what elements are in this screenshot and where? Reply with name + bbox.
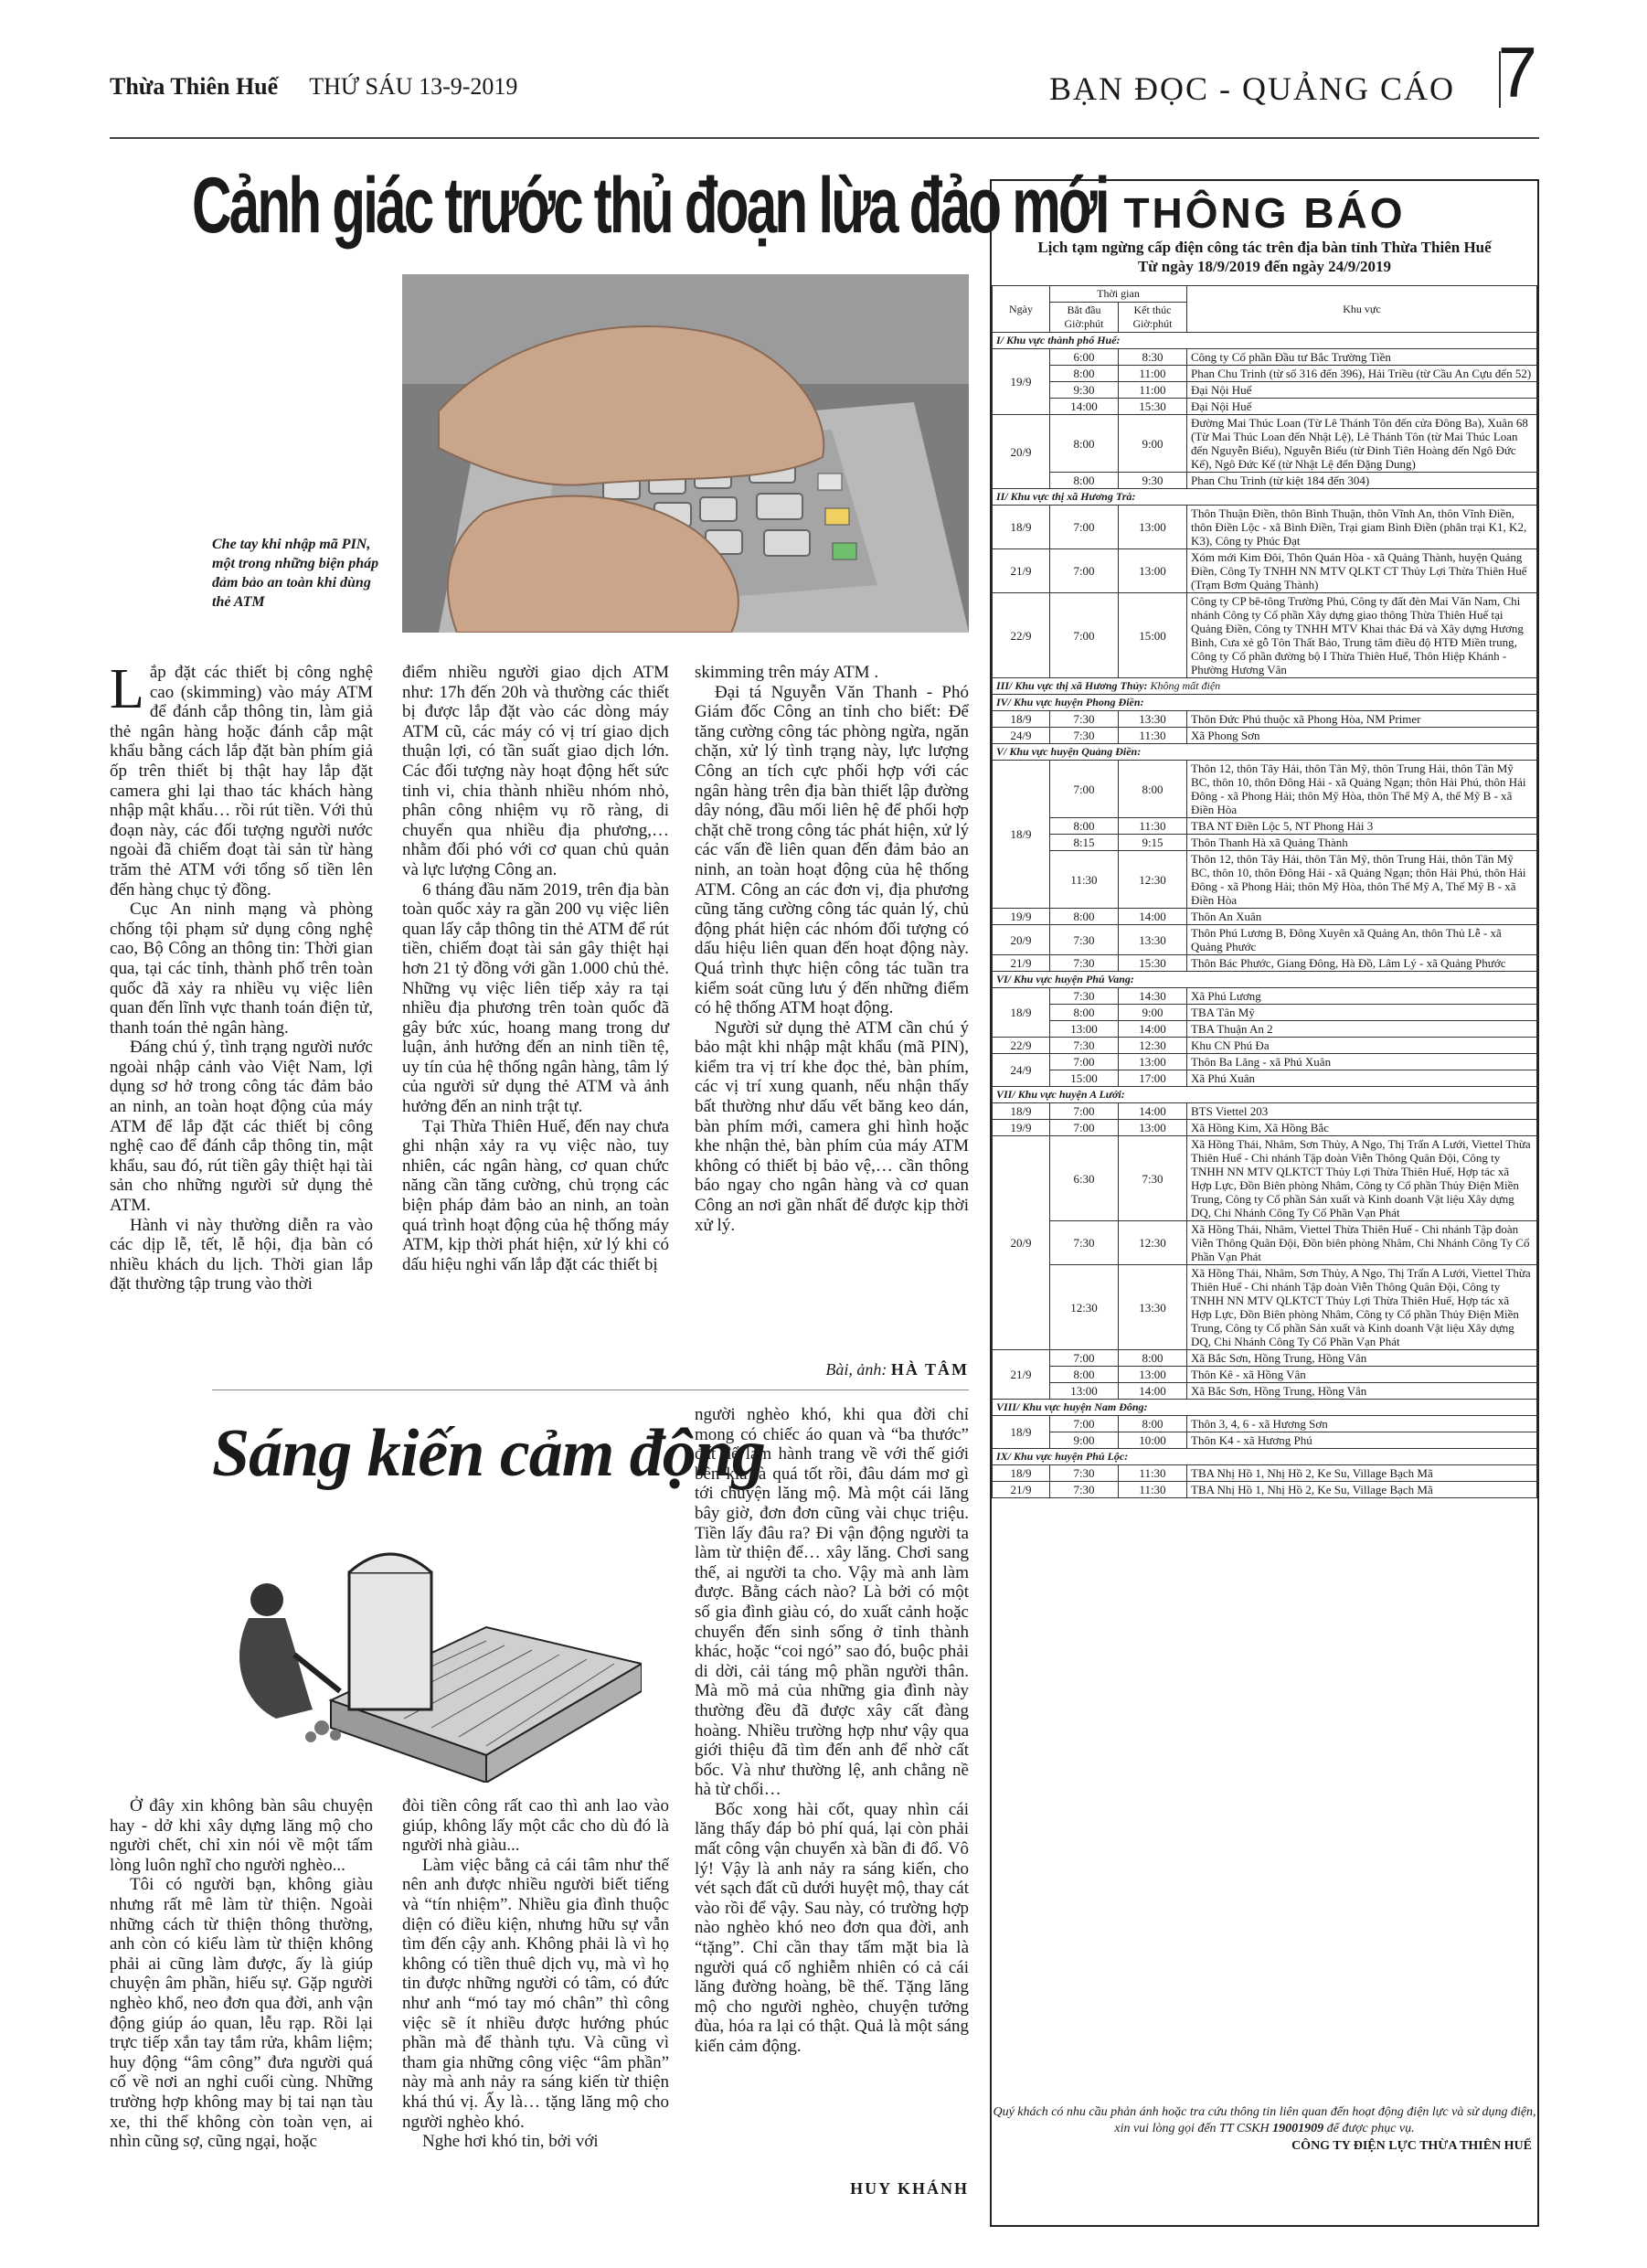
schedule-row	[993, 711, 1537, 728]
article1-column-2	[402, 663, 669, 1274]
row-end: 8:00	[1119, 1350, 1187, 1367]
schedule-row	[993, 1383, 1537, 1400]
header-time: Thời gian	[1050, 286, 1187, 303]
row-end: 9:00	[1119, 1005, 1187, 1021]
article2-paragraph: Ở đây xin không bàn sâu chuyện hay - dở khi xây dựng lăng mộ cho người chết, chỉ xin nói về một tấm lòng luôn nghĩ cho người nghèo...	[110, 1796, 373, 1875]
schedule-row	[993, 1416, 1537, 1432]
row-end: 7:30	[1119, 1136, 1187, 1221]
schedule-row	[993, 382, 1537, 399]
row-day: 18/9	[993, 1416, 1050, 1449]
notice-footer	[992, 2104, 1537, 2137]
schedule-body	[993, 333, 1537, 1498]
row-end: 13:00	[1119, 1120, 1187, 1136]
schedule-row	[993, 1350, 1537, 1367]
row-end: 14:00	[1119, 909, 1187, 925]
row-start: 8:00	[1050, 473, 1119, 489]
row-day: 18/9	[993, 711, 1050, 728]
section-header-row	[993, 1400, 1537, 1416]
row-end: 14:00	[1119, 1021, 1187, 1038]
article1-column-1	[110, 658, 373, 1294]
row-day: 20/9	[993, 1136, 1050, 1350]
schedule-row	[993, 955, 1537, 972]
schedule-row	[993, 549, 1537, 593]
row-day: 21/9	[993, 955, 1050, 972]
row-day: 21/9	[993, 1482, 1050, 1498]
schedule-row	[993, 988, 1537, 1005]
article1-title: Cảnh giác trước thủ đoạn lừa đảo mới	[192, 162, 1108, 250]
section-title-text: VI/ Khu vực huyện Phú Vang:	[996, 973, 1134, 985]
header-area: Khu vực	[1187, 286, 1537, 333]
section-header-row	[993, 695, 1537, 711]
row-start: 8:00	[1050, 1367, 1119, 1383]
row-end: 13:00	[1119, 549, 1187, 593]
row-end: 12:30	[1119, 1221, 1187, 1265]
row-area: Thôn Thanh Hà xã Quảng Thành	[1187, 835, 1537, 851]
article1-column-3	[695, 663, 969, 1235]
schedule-row	[993, 1054, 1537, 1070]
row-day: 22/9	[993, 1038, 1050, 1054]
row-end: 13:30	[1119, 1265, 1187, 1350]
row-start: 7:00	[1050, 1120, 1119, 1136]
row-area: BTS Viettel 203	[1187, 1103, 1537, 1120]
row-area: Thôn 3, 4, 6 - xã Hương Sơn	[1187, 1416, 1537, 1432]
section-header-row	[993, 489, 1537, 506]
row-end: 11:30	[1119, 728, 1187, 744]
power-outage-notice	[990, 179, 1539, 2227]
row-end: 9:30	[1119, 473, 1187, 489]
schedule-row	[993, 1120, 1537, 1136]
row-day: 19/9	[993, 909, 1050, 925]
issue-date: THỨ SÁU 13-9-2019	[309, 73, 518, 100]
article1-paragraph: Đại tá Nguyễn Văn Thanh - Phó Giám đốc Công an tỉnh cho biết: Để tăng cường công tác phòng ngừa, ngăn chặn, xử lý tình trạng này, lực lượng Công an tích cực phối hợp với các ngân hàng trên địa bàn thiết lập đường dây nóng, đầu mối liên hệ để phối hợp chặt chẽ trong công tác phát hiện, xử lý các vấn đề liên quan đến đảm bảo an ninh, an toàn hoạt động của hệ thống ATM. Công an các đơn vị, địa phương cũng tăng cường công tác quản lý, chủ động phát hiện các nhóm đối tượng có dấu hiệu liên quan đến hoạt động này. Quá trình thực hiện công tác tuần tra kiểm soát cũng lưu ý đến những điểm có hệ thống ATM hoạt động.	[695, 682, 969, 1018]
row-end: 10:00	[1119, 1432, 1187, 1449]
section-title	[993, 744, 1537, 761]
schedule-row	[993, 909, 1537, 925]
row-start: 7:30	[1050, 1482, 1119, 1498]
notice-title: THÔNG BÁO	[1123, 189, 1406, 237]
article2-paragraph: đòi tiền công rất cao thì anh lao vào giúp, không lấy một cắc cho dù đó là người nhà giàu...	[402, 1796, 669, 1856]
schedule-row	[993, 473, 1537, 489]
notice-company: CÔNG TY ĐIỆN LỰC THỪA THIÊN HUẾ	[1291, 2139, 1532, 2153]
header-day: Ngày	[993, 286, 1050, 333]
row-start: 7:30	[1050, 955, 1119, 972]
row-area: Khu CN Phú Đa	[1187, 1038, 1537, 1054]
schedule-row	[993, 1021, 1537, 1038]
row-area: Xã Hồng Thái, Nhâm, Viettel Thừa Thiên Huế - Chi nhánh Tập đoàn Viễn Thông Quân Đội, Đồn biên phòng Nhâm, Chi Nhánh Công Ty Cổ Phần Vạn Phát	[1187, 1221, 1537, 1265]
row-day: 24/9	[993, 728, 1050, 744]
row-day: 18/9	[993, 1465, 1050, 1482]
row-start: 7:00	[1050, 549, 1119, 593]
row-start: 12:30	[1050, 1265, 1119, 1350]
row-start: 13:00	[1050, 1021, 1119, 1038]
photo-caption: Che tay khi nhập mã PIN, một trong những biện pháp đảm bảo an toàn khi dùng thẻ ATM	[212, 537, 379, 610]
row-start: 7:30	[1050, 1221, 1119, 1265]
row-area: Xã Phú Xuân	[1187, 1070, 1537, 1087]
schedule-row	[993, 925, 1537, 955]
row-start: 7:00	[1050, 593, 1119, 678]
row-start: 14:00	[1050, 399, 1119, 415]
row-end: 13:00	[1119, 1367, 1187, 1383]
article1-paragraph: Người sử dụng thẻ ATM cần chú ý bảo mật khi nhập mật khẩu (mã PIN), kiểm tra vị trí khe đọc thẻ, bàn phím, các vị trí xung quanh, nếu nhận thấy bất thường như dấu vết băng keo dán, bàn phím mới, camera ghi hình hoặc khe nhận thẻ, bàn phím của máy ATM không có thiết bị bảo vệ,… cần thông báo ngay cho ngân hàng và cơ quan Công an nơi gần nhất để được kịp thời xử lý.	[695, 1017, 969, 1235]
outage-schedule-table	[992, 285, 1537, 1498]
row-end: 8:00	[1119, 761, 1187, 818]
row-end: 15:00	[1119, 593, 1187, 678]
row-end: 11:00	[1119, 382, 1187, 399]
article2-paragraph: người nghèo khó, khi qua đời chỉ mong có chiếc áo quan và “ba thước” đất để làm hành trang về với thế giới bên kia là quá tốt rồi, đâu dám mơ gì tới chuyện lăng mộ. Mà một cái lăng bây giờ, đơn đơn cũng vài chục triệu. Tiền lấy đâu ra? Đi vận động người ta làm từ thiện để… xây lăng. Chơi sang thế, ai người ta cho. Vậy mà anh làm được. Bằng cách nào? Là bởi có một số gia đình giàu có, do xuất cảnh hoặc chuyển đến sinh sống ở tỉnh thành khác, hoặc “coi ngó” sao đó, buộc phải di dời, cải táng mộ phần người thân. Mà mồ mả của những gia đình này thường đều đã được xây cất đàng hoàng. Nhiều trường hợp như vậy qua giới thiệu đã tìm đến anh để nhờ cất bốc. Và như thường lệ, anh chẳng nề hà từ chối…	[695, 1405, 969, 1800]
row-end: 12:30	[1119, 851, 1187, 909]
row-end: 8:00	[1119, 1416, 1187, 1432]
article2-paragraph: Tôi có người bạn, không giàu nhưng rất mê làm từ thiện. Ngoài những cách từ thiện thông thường, anh còn có kiểu làm từ thiện không phải ai cũng làm được, ấy là giúp chuyện âm phần, hiếu sự. Gặp người nghèo khổ, neo đơn qua đời, anh vận động giúp áo quan, lễu rạp. Rồi lại trực tiếp xắn tay tắm rửa, khâm liệm; huy động “âm công” đưa người quá cố về nơi an nghỉ cuối cùng. Những trường hợp không may bị tai nạn tàu xe, thi thể không còn toàn vẹn, ai nhìn cũng sợ, cũng ngại, hoặc	[110, 1875, 373, 2152]
row-area: Xã Phú Lương	[1187, 988, 1537, 1005]
schedule-row	[993, 851, 1537, 909]
article1-paragraph	[110, 658, 373, 900]
row-area: Xã Hồng Thái, Nhâm, Sơn Thủy, A Ngo, Thị Trấn A Lưới, Viettel Thừa Thiên Huế - Chi nhánh Tập đoàn Viễn Thông Quân Đội, Công ty TNHH NN MTV QLKTCT Thủy Lợi Thừa Thiên Huế, Hợp tác xã Hợp Lực, Đồn Biên phòng Nhâm, Công ty Cổ phần Thủy Điện Miền Trung, Công ty Cổ phần Sản xuất và Kinh doanh Vật liệu Xây dựng DQ, Chi Nhánh Công Ty Cổ Phần Vạn Phát	[1187, 1265, 1537, 1350]
row-start: 11:30	[1050, 851, 1119, 909]
row-start: 7:00	[1050, 761, 1119, 818]
row-day: 21/9	[993, 1350, 1050, 1400]
schedule-row	[993, 1005, 1537, 1021]
row-start: 8:00	[1050, 415, 1119, 473]
schedule-row	[993, 835, 1537, 851]
row-day: 19/9	[993, 1120, 1050, 1136]
row-area: Công ty CP bê-tông Trường Phú, Công ty đất đèn Mai Văn Nam, Chi nhánh Công ty Cổ phần Xây dựng giao thông Thừa Thiên Huế tại Quảng Điền, Công ty TNHH MTV Khai thác Đá và Xây dựng Hương Bình, Cưa xẻ gỗ Tôn Thất Bảo, Trung tâm điều độ HTĐ Miền trung, Công ty Cổ phần đường bộ I Thừa Thiên Huế, Thôn Hiệp Khánh - Phường Hương Vân	[1187, 593, 1537, 678]
row-area: Xã Hồng Kim, Xã Hồng Bắc	[1187, 1120, 1537, 1136]
row-day: 20/9	[993, 925, 1050, 955]
row-day: 19/9	[993, 349, 1050, 415]
row-start: 8:00	[1050, 366, 1119, 382]
row-start: 7:00	[1050, 506, 1119, 549]
section-header-row	[993, 744, 1537, 761]
row-end: 14:00	[1119, 1383, 1187, 1400]
section-title-text: IX/ Khu vực huyện Phú Lộc:	[996, 1450, 1129, 1463]
row-start: 6:30	[1050, 1136, 1119, 1221]
section-title-text: V/ Khu vực huyện Quảng Điền:	[996, 745, 1142, 758]
row-start: 8:00	[1050, 818, 1119, 835]
article1-paragraph: điểm nhiều người giao dịch ATM như: 17h đến 20h và thường các thiết bị được lắp đặt vào các dòng máy ATM cũ, các máy có vị trí giao dịch thuận lợi, có tần suất giao dịch lớn. Các đối tượng này hoạt động hết sức tinh vi, chia thành nhiều nhóm nhỏ, phân công nhiệm vụ rõ ràng, di chuyển qua nhiều địa phương,… nhằm đối phó với cơ quan chủ quản và lực lượng Công an.	[402, 663, 669, 879]
schedule-row	[993, 1038, 1537, 1054]
row-area: TBA Nhị Hồ 1, Nhị Hồ 2, Ke Su, Village Bạch Mã	[1187, 1482, 1537, 1498]
byline-label: Bài, ảnh:	[825, 1360, 887, 1379]
row-end: 11:30	[1119, 1465, 1187, 1482]
notice-date-range: Từ ngày 18/9/2019 đến ngày 24/9/2019	[1137, 258, 1392, 275]
row-start: 7:30	[1050, 925, 1119, 955]
row-start: 8:00	[1050, 909, 1119, 925]
atm-keypad-photo	[402, 274, 969, 633]
row-area: Thôn 12, thôn Tây Hải, thôn Tân Mỹ, thôn Trung Hải, thôn Tân Mỹ BC, thôn 10, thôn Đông Hải - xã Quảng Ngạn; thôn Hải Phú, thôn Hải Đông - xã Phong Hải; thôn Mỹ Hòa, thôn Thế Mỹ A, thế Mỹ B - xã Điền Hòa	[1187, 761, 1537, 818]
drop-cap: L	[110, 658, 144, 720]
row-start: 7:30	[1050, 1038, 1119, 1054]
row-start: 13:00	[1050, 1383, 1119, 1400]
row-area: Thôn Thuận Điền, thôn Bình Thuận, thôn Vĩnh An, thôn Vĩnh Điền, thôn Điền Lộc - xã Bình Điền, Trại giam Bình Điền (phân trại K1, K2, K3), Công ty Phúc Đạt	[1187, 506, 1537, 549]
row-area: Công ty Cổ phần Đầu tư Bắc Trường Tiền	[1187, 349, 1537, 366]
byline-author: HÀ TÂM	[890, 1360, 969, 1379]
section-title	[993, 695, 1537, 711]
row-area: TBA Nhị Hồ 1, Nhị Hồ 2, Ke Su, Village Bạch Mã	[1187, 1465, 1537, 1482]
row-end: 11:30	[1119, 818, 1187, 835]
row-area: Thôn Ba Lăng - xã Phú Xuân	[1187, 1054, 1537, 1070]
row-end: 13:00	[1119, 1054, 1187, 1070]
row-area: Xã Phong Sơn	[1187, 728, 1537, 744]
row-start: 7:00	[1050, 1416, 1119, 1432]
row-end: 11:00	[1119, 366, 1187, 382]
schedule-row	[993, 818, 1537, 835]
row-start: 15:00	[1050, 1070, 1119, 1087]
row-start: 7:00	[1050, 1054, 1119, 1070]
section-title	[993, 1449, 1537, 1465]
row-end: 15:30	[1119, 955, 1187, 972]
row-start: 9:30	[1050, 382, 1119, 399]
schedule-row	[993, 1482, 1537, 1498]
section-title	[993, 972, 1537, 988]
row-start: 7:30	[1050, 1465, 1119, 1482]
article2-title: Sáng kiến cảm động	[212, 1416, 765, 1491]
row-area: Thôn Phú Lương B, Đông Xuyên xã Quảng An, thôn Thủ Lễ - xã Quảng Phước	[1187, 925, 1537, 955]
masthead-left	[110, 73, 517, 101]
article2-column-1	[110, 1796, 373, 2152]
schedule-row	[993, 1265, 1537, 1350]
article2-column-3	[695, 1405, 969, 2057]
row-start: 8:00	[1050, 1005, 1119, 1021]
schedule-row	[993, 1465, 1537, 1482]
schedule-row	[993, 1103, 1537, 1120]
row-end: 14:30	[1119, 988, 1187, 1005]
row-day: 18/9	[993, 761, 1050, 909]
row-area: Phan Chu Trinh (từ kiệt 184 đến 304)	[1187, 473, 1537, 489]
row-area: Đại Nội Huế	[1187, 382, 1537, 399]
row-area: Thôn 12, thôn Tây Hải, thôn Tân Mỹ, thôn Trung Hải, thôn Tân Mỹ BC, thôn 10, thôn Đông Hải - xã Quảng Ngạn; thôn Hải Phú, thôn Hải Đông - xã Phong Hải; thôn Mỹ Hòa, thôn Thế Mỹ A, Thế Mỹ B - xã Điền Hòa	[1187, 851, 1537, 909]
row-area: Xóm mới Kim Đôi, Thôn Quán Hòa - xã Quảng Thành, huyện Quảng Điền, Công Ty TNHH NN MTV QLKT CT Thủy Lợi Thừa Thiên Huế (Trạm Bơm Quảng Thành)	[1187, 549, 1537, 593]
schedule-row	[993, 506, 1537, 549]
row-start: 7:30	[1050, 711, 1119, 728]
page-number: 7	[1497, 32, 1537, 112]
row-area: Xã Bắc Sơn, Hồng Trung, Hồng Vân	[1187, 1383, 1537, 1400]
schedule-row	[993, 1070, 1537, 1087]
section-title	[993, 1400, 1537, 1416]
schedule-row	[993, 1136, 1537, 1221]
row-end: 11:30	[1119, 1482, 1187, 1498]
row-end: 9:15	[1119, 835, 1187, 851]
row-end: 12:30	[1119, 1038, 1187, 1054]
article2-paragraph: Làm việc bằng cả cái tâm như thế nên anh được nhiều người biết tiếng và “tín nhiệm”. Nhiều gia đình thuộc diện có điều kiện, nhưng hữu sự vẫn tìm đến cậy anh. Không phải là vì họ không có tiền thuê dịch vụ, mà vì họ tin được những người có tâm, có đức như anh “mó tay mó chân” thì công việc sẽ ít nhiều được hướng phúc phần mà để thành tựu. Và cũng vì tham gia những công việc “âm phần” này mà anh nảy ra sáng kiến từ thiện khá thú vị. Ấy là… tặng lăng mộ cho người nghèo khó.	[402, 1855, 669, 2132]
row-day: 18/9	[993, 988, 1050, 1038]
notice-footer-end: để được phục vụ.	[1323, 2122, 1415, 2135]
header-start: Bắt đầu Giờ:phút	[1050, 303, 1119, 333]
schedule-row	[993, 1221, 1537, 1265]
row-day: 18/9	[993, 1103, 1050, 1120]
notice-subtitle	[992, 238, 1537, 276]
row-day: 24/9	[993, 1054, 1050, 1087]
schedule-row	[993, 349, 1537, 366]
section-title	[993, 1087, 1537, 1103]
section-note: Không mất điện	[1150, 679, 1221, 692]
header-end: Kết thúc Giờ:phút	[1119, 303, 1187, 333]
section-header-row	[993, 1449, 1537, 1465]
row-end: 13:30	[1119, 711, 1187, 728]
row-area: TBA Thuận An 2	[1187, 1021, 1537, 1038]
article1-paragraph: skimming trên máy ATM .	[695, 663, 879, 682]
schedule-row	[993, 593, 1537, 678]
schedule-row	[993, 1432, 1537, 1449]
section-title	[993, 333, 1537, 349]
schedule-row	[993, 366, 1537, 382]
paper-name: Thừa Thiên Huế	[110, 73, 279, 100]
section-header-row	[993, 333, 1537, 349]
section-title	[993, 678, 1537, 695]
section-header-row	[993, 678, 1537, 695]
row-end: 15:30	[1119, 399, 1187, 415]
row-end: 17:00	[1119, 1070, 1187, 1087]
row-start: 7:00	[1050, 1103, 1119, 1120]
row-end: 9:00	[1119, 415, 1187, 473]
article1-paragraph: Cục An ninh mạng và phòng chống tội phạm sử dụng công nghệ cao, Bộ Công an thông tin: Thời gian qua, tại các tỉnh, thành phố trên toàn quốc đã xảy ra nhiều vụ việc liên quan đến lĩnh vực thanh toán điện tử, thanh toán thẻ ngân hàng.	[110, 900, 373, 1038]
row-area: Thôn An Xuân	[1187, 909, 1537, 925]
notice-footer-text: Quý khách có nhu cầu phản ánh hoặc tra cứu thông tin liên quan đến hoạt động điện lực và sử dụng điện, xin vui lòng gọi đến TT CSKH	[993, 2105, 1536, 2135]
row-area: Xã Bắc Sơn, Hồng Trung, Hồng Vân	[1187, 1350, 1537, 1367]
row-area: Đường Mai Thúc Loan (Từ Lê Thánh Tôn đến cửa Đông Ba), Xuân 68 (Từ Mai Thúc Loan đến Nhật Lệ), Lê Thánh Tôn (từ Mai Thúc Loan đến Nguyễn Biểu), Nguyễn Biểu (từ Đinh Tiên Hoàng đến Ngô Đức Kế), Ngô Đức Kế (từ Nhật Lệ đến Đặng Dung)	[1187, 415, 1537, 473]
hotline-number: 19001909	[1272, 2122, 1324, 2135]
section-title-text: II/ Khu vực thị xã Hương Trà:	[996, 490, 1136, 503]
row-area: Phan Chu Trinh (từ số 316 đến 396), Hải Triều (từ Cầu An Cựu đến 52)	[1187, 366, 1537, 382]
section-title	[993, 489, 1537, 506]
row-start: 7:00	[1050, 1350, 1119, 1367]
article2-column-2	[402, 1796, 669, 2152]
article1-paragraph: Đáng chú ý, tình trạng người nước ngoài nhập cảnh vào Việt Nam, lợi dụng sơ hở trong công tác đảm bảo an ninh, an toàn hoạt động của máy ATM để lắp đặt các thiết bị công nghệ cao để đánh cắp thông tin, mật khẩu, sau đó, rút tiền gây thiệt hại tài sản cho những người sử dụng thẻ ATM.	[110, 1038, 373, 1216]
section-title-text: III/ Khu vực thị xã Hương Thủy:	[996, 679, 1148, 692]
article1-byline	[695, 1360, 969, 1379]
row-end: 8:30	[1119, 349, 1187, 366]
row-day: 18/9	[993, 506, 1050, 549]
row-area: TBA NT Điền Lộc 5, NT Phong Hải 3	[1187, 818, 1537, 835]
row-start: 7:30	[1050, 728, 1119, 744]
notice-subtitle-line: Lịch tạm ngừng cấp điện công tác trên địa bàn tỉnh Thừa Thiên Huế	[1037, 239, 1492, 256]
section-title-text: VII/ Khu vực huyện A Lưới:	[996, 1088, 1125, 1101]
article1-paragraph: Hành vi này thường diễn ra vào các dịp lễ, tết, lễ hội, địa bàn có nhiều khách du lịch. Thời gian lắp đặt thường tập trung vào thời	[110, 1215, 373, 1294]
row-area: Thôn Bác Phước, Giang Đông, Hà Đồ, Lâm Lý - xã Quảng Phước	[1187, 955, 1537, 972]
row-day: 20/9	[993, 415, 1050, 489]
row-end: 14:00	[1119, 1103, 1187, 1120]
section-header-row	[993, 972, 1537, 988]
row-day: 22/9	[993, 593, 1050, 678]
row-end: 13:30	[1119, 925, 1187, 955]
article1-lead-text: ắp đặt các thiết bị công nghệ cao (skimming) vào máy ATM để đánh cắp thông tin, làm giả thẻ ngân hàng hoặc đánh cắp mật khẩu bằng cách lắp đặt bàn phím giả ốp trên thiết bị thật hay lắp đặt camera ghi lại thao tác khách hàng nhập mật khẩu… rồi rút tiền. Với thủ đoạn này, các đối tượng người nước ngoài đã chiếm đoạt tài sản từ hàng trăm thẻ ATM với tổng số tiền lên đến hàng chục tỷ đồng.	[110, 663, 373, 900]
schedule-row	[993, 415, 1537, 473]
section-title-text: IV/ Khu vực huyện Phong Điền:	[996, 696, 1144, 708]
row-area: Thôn Kê - xã Hồng Vân	[1187, 1367, 1537, 1383]
byline-author: HUY KHÁNH	[850, 2179, 969, 2198]
schedule-row	[993, 399, 1537, 415]
row-area: Đại Nội Huế	[1187, 399, 1537, 415]
row-area: Xã Hồng Thái, Nhâm, Sơn Thủy, A Ngo, Thị Trấn A Lưới, Viettel Thừa Thiên Huế - Chi nhánh Tập đoàn Viễn Thông Quân Đội, Công ty TNHH NN MTV QLKTCT Thủy Lợi Thừa Thiên Huế, Hợp tác xã Hợp Lực, Đồn Biên phòng Nhâm, Công ty Cổ phần Thủy Điện Miền Trung, Công ty Cổ phần Sản xuất và Kinh doanh Vật liệu Xây dựng DQ, Chi Nhánh Công Ty Cổ Phần Vạn Phát	[1187, 1136, 1537, 1221]
section-title-text: VIII/ Khu vực huyện Nam Đông:	[996, 1400, 1148, 1413]
row-start: 6:00	[1050, 349, 1119, 366]
article1-paragraph: 6 tháng đầu năm 2019, trên địa bàn toàn quốc xảy ra gần 200 vụ việc liên quan lấy cắp thông tin thẻ ATM để rút tiền, chiếm đoạt tài sản gây thiệt hại hơn 21 tỷ đồng với gần 1.000 chủ thẻ. Những vụ việc liên tiếp xảy ra tại nhiều địa phương trên toàn quốc đã gây bức xúc, hoang mang trong dư luận, ảnh hưởng đến an ninh tiền tệ, uy tín của hệ thống ngân hàng, tâm lý của người sử dụng thẻ ATM và ảnh hưởng đến an ninh trật tự.	[402, 879, 669, 1117]
row-area: TBA Tân Mỹ	[1187, 1005, 1537, 1021]
article1-paragraph: Tại Thừa Thiên Huế, đến nay chưa ghi nhận xảy ra vụ việc nào, tuy nhiên, các ngân hàng, cơ quan chức năng cần tăng cường, chủ trọng các biện pháp đảm bảo an ninh, an toàn quá trình hoạt động của hệ thống máy ATM, kịp thời phát hiện, xử lý khi có dấu hiệu nghi vấn lắp đặt các thiết bị	[402, 1116, 669, 1274]
section-title-text: I/ Khu vực thành phố Huế:	[996, 334, 1121, 346]
article2-paragraph: Nghe hơi khó tin, bởi với	[422, 2132, 599, 2152]
row-end: 13:00	[1119, 506, 1187, 549]
tomb-illustration	[212, 1517, 642, 1783]
row-start: 7:30	[1050, 988, 1119, 1005]
row-start: 9:00	[1050, 1432, 1119, 1449]
section-title: BẠN ĐỌC - QUẢNG CÁO	[1048, 70, 1455, 107]
section-header-row	[993, 1087, 1537, 1103]
schedule-row	[993, 728, 1537, 744]
schedule-row	[993, 1367, 1537, 1383]
row-start: 8:15	[1050, 835, 1119, 851]
row-day: 21/9	[993, 549, 1050, 593]
schedule-row	[993, 761, 1537, 818]
article2-paragraph: Bốc xong hài cốt, quay nhìn cái lăng thấy đáp bỏ phí quá, lại còn phải mất công vận chuyển xà bần đi đổ. Vô lý! Vậy là anh nảy ra sáng kiến, cho vét sạch đất cũ dưới huyệt mộ, thay cát vào rồi để vậy. Sau này, có trường hợp nào nghèo khó neo đơn qua đời, anh “tặng”. Chỉ cần thay tấm mặt bia là người quá cố nghiễm nhiên có cả cái lăng đường hoàng, bề thế. Tặng lăng mộ cho người nghèo, chuyện tưởng đùa, hóa ra lại có thật. Quả là một sáng kiến cảm động.	[695, 1799, 969, 2056]
article2-byline	[695, 2179, 969, 2199]
row-area: Thôn Đức Phú thuộc xã Phong Hòa, NM Primer	[1187, 711, 1537, 728]
header-rule	[110, 137, 1539, 139]
row-area: Thôn K4 - xã Hương Phú	[1187, 1432, 1537, 1449]
